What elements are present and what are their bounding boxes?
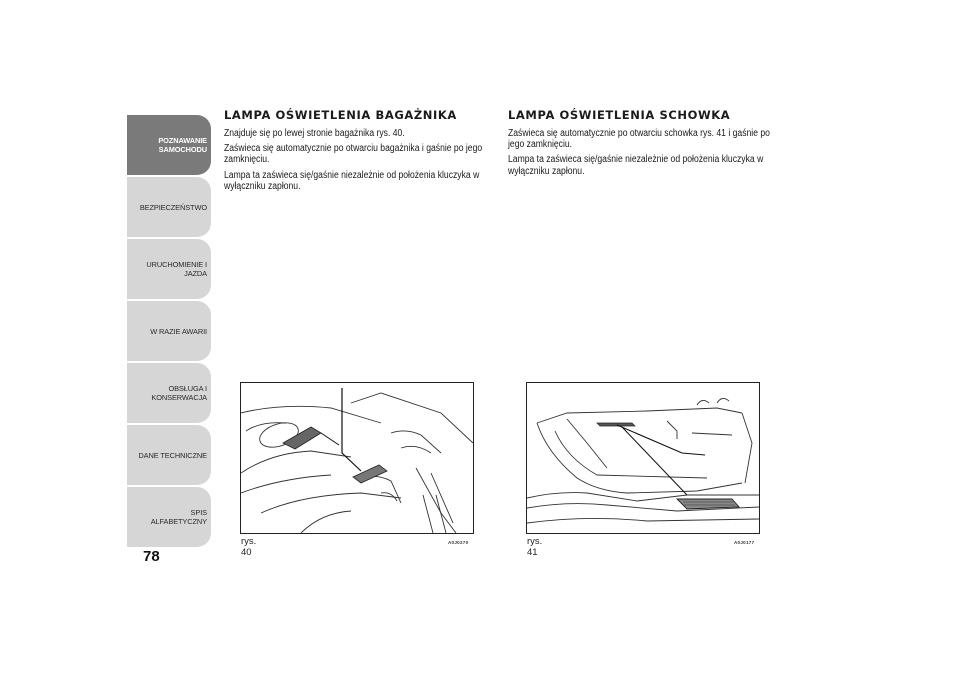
tab-label: URUCHOMIENIE I JAZDA xyxy=(146,260,207,278)
tab-label: W RAZIE AWARII xyxy=(150,326,207,336)
figure-41-caption: rys. 41 xyxy=(527,536,543,558)
paragraph: Znajduje się po lewej stronie bagażnika rys. 40. xyxy=(224,128,405,139)
paragraph: Lampa ta zaświeca się/gaśnie niezależnie od położenia kluczyka w wyłączniku zapłonu. xyxy=(508,154,764,177)
tab-label: POZNAWANIE SAMOCHODU xyxy=(158,136,207,154)
section-heading: LAMPA OŚWIETLENIA SCHOWKA xyxy=(508,108,731,122)
figure-40-caption: rys. 40 xyxy=(241,536,257,558)
section-glovebox-lamp xyxy=(508,108,776,181)
tab-dane-techniczne[interactable] xyxy=(127,425,211,485)
figure-41-illustration xyxy=(526,382,760,534)
figure-41-code: A0J0177 xyxy=(734,540,755,545)
tab-label: DANE TECHNICZNE xyxy=(138,450,207,460)
tab-w-razie-awarii[interactable] xyxy=(127,301,211,361)
section-heading: LAMPA OŚWIETLENIA BAGAŻNIKA xyxy=(224,108,457,122)
page-number: 78 xyxy=(143,548,160,565)
tab-spis-alfabetyczny[interactable] xyxy=(127,487,211,547)
trunk-lamp-drawing xyxy=(241,383,473,533)
tab-bezpieczenstwo[interactable] xyxy=(127,177,211,237)
tab-poznawanie-samochodu[interactable] xyxy=(127,115,211,175)
tab-label: OBSŁUGA I KONSERWACJA xyxy=(151,384,207,402)
figure-40-code: A0J0270 xyxy=(448,540,469,545)
paragraph: Zaświeca się automatycznie po otwarciu bagażnika i gaśnie po jego zamknięciu. xyxy=(224,143,483,166)
paragraph: Lampa ta zaświeca się/gaśnie niezależnie od położenia kluczyka w wyłączniku zapłonu. xyxy=(224,169,480,192)
tab-label: SPIS ALFABETYCZNY xyxy=(150,508,207,526)
section-trunk-lamp xyxy=(224,108,492,196)
figure-40-illustration xyxy=(240,382,474,534)
paragraph: Zaświeca się automatycznie po otwarciu schowka rys. 41 i gaśnie po jego zamknięciu. xyxy=(508,128,770,151)
tab-obsluga-i-konserwacja[interactable] xyxy=(127,363,211,423)
glovebox-lamp-drawing xyxy=(527,383,759,533)
tab-label: BEZPIECZEŃSTWO xyxy=(139,202,207,212)
tab-uruchomienie-i-jazda[interactable] xyxy=(127,239,211,299)
